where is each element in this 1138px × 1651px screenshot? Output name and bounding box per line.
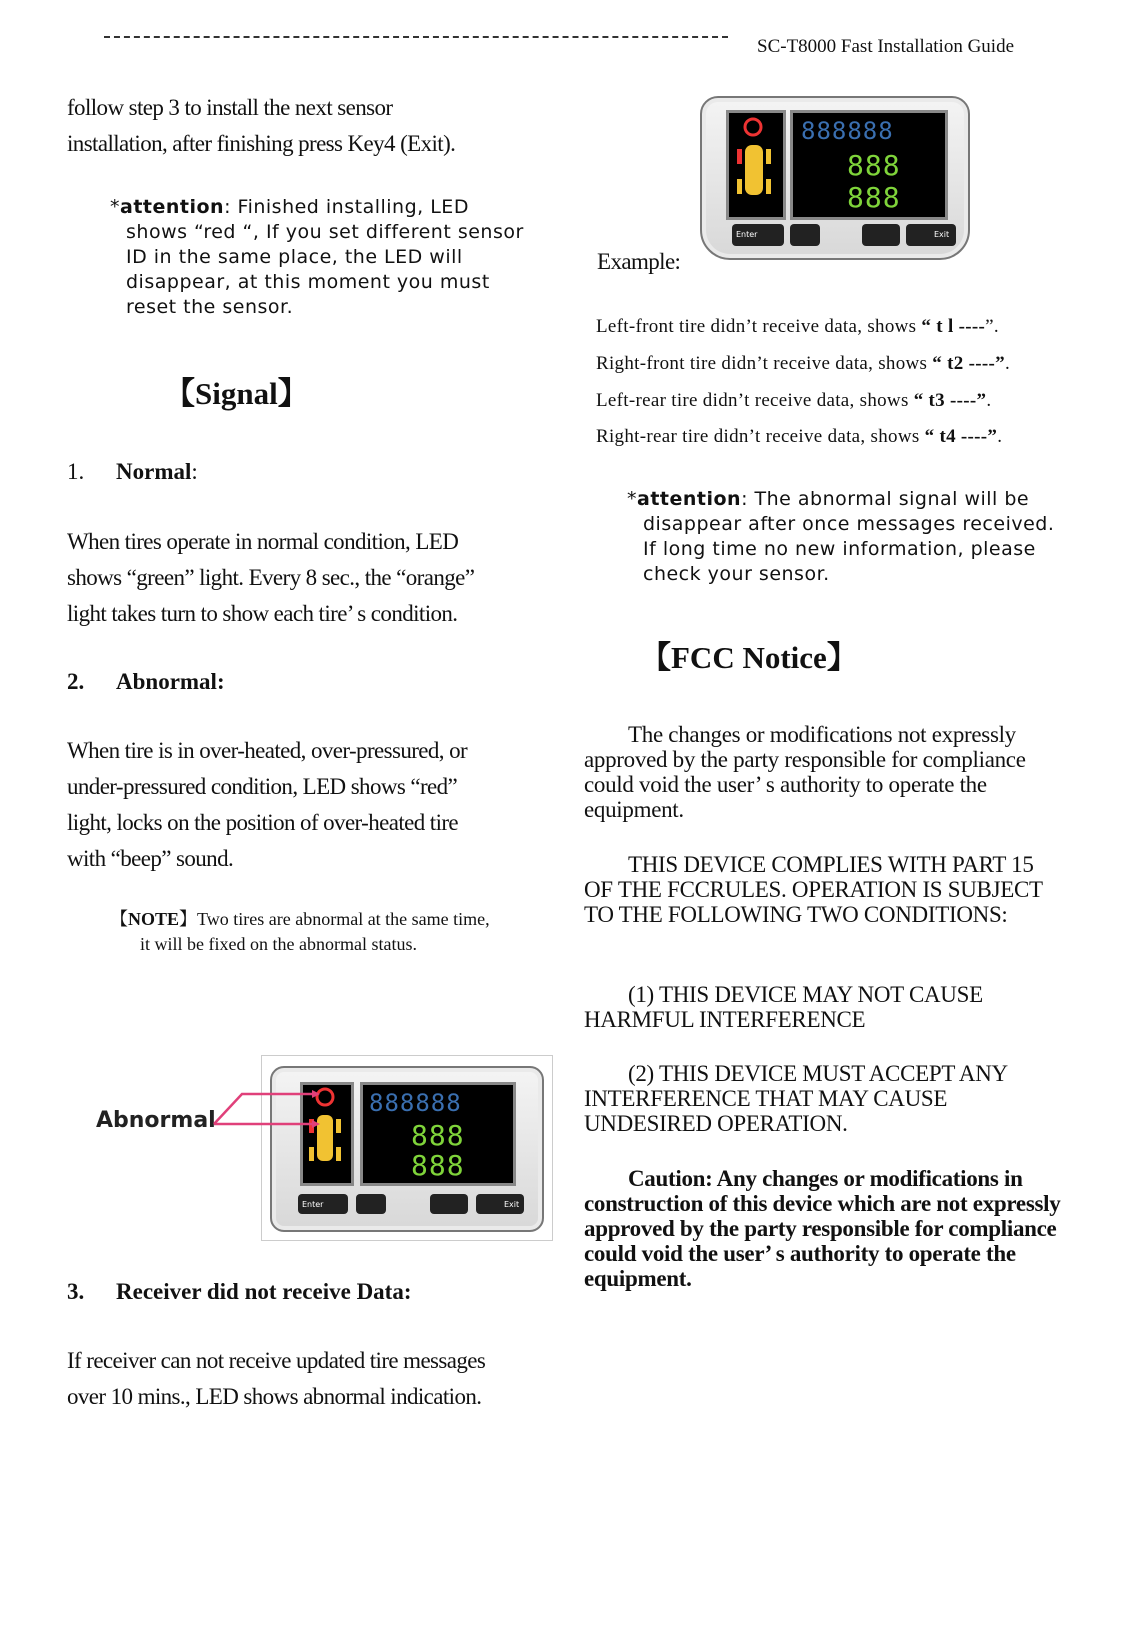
abnormal-device-figure — [261, 1055, 553, 1241]
lcd-display — [790, 110, 948, 220]
note-line-1: Two tires are abnormal at the same time, — [197, 909, 490, 929]
item-1-heading — [67, 459, 198, 485]
lcd-display — [360, 1082, 516, 1186]
intro-text — [67, 90, 455, 162]
attention2-line-1: : The abnormal signal will be — [741, 488, 1030, 510]
down-button[interactable] — [430, 1194, 468, 1214]
car-panel — [726, 110, 786, 220]
example-line-4-end: . — [997, 426, 1003, 447]
nodata-text — [67, 1343, 485, 1415]
enter-button[interactable] — [732, 224, 784, 246]
normal-text — [67, 524, 474, 632]
example-device-figure — [700, 96, 970, 260]
exit-button-label: Exit — [934, 230, 950, 239]
abnormal-line-3: light, locks on the position of over-heated tire — [67, 810, 459, 835]
item-3-title: Receiver did not receive Data: — [116, 1279, 412, 1304]
normal-line-3: light takes turn to show each tire’ s condition. — [67, 601, 458, 626]
item-2-heading — [67, 669, 225, 695]
enter-button-label: Enter — [302, 1200, 324, 1209]
header-title: SC-T8000 Fast Installation Guide — [757, 36, 1015, 57]
fcc-heading-text: FCC Notice — [671, 640, 827, 675]
attention-line-1: : Finished installing, LED — [224, 196, 469, 218]
item-1-suffix: : — [191, 459, 198, 484]
lcd-top-digits: 888888 — [369, 1089, 462, 1117]
abnormal-label: Abnormal — [96, 1108, 216, 1133]
nodata-line-1: If receiver can not receive updated tire messages — [67, 1348, 486, 1373]
fcc-paragraph-4: (2) THIS DEVICE MUST ACCEPT ANY INTERFERENCE THAT MAY CAUSE UNDESIRED OPERATION. — [584, 1061, 1007, 1136]
abnormal-text — [67, 733, 467, 877]
note-label: NOTE — [128, 909, 180, 929]
example-line-1-end: ”. — [985, 316, 999, 337]
fcc-paragraph-2: THIS DEVICE COMPLIES WITH PART 15 OF THE FCCRULES. OPERATION IS SUBJECT TO THE FOLLOWING TWO CONDITIONS: — [584, 852, 1043, 927]
bracket-open: 【 — [110, 909, 128, 929]
example-line-2-text: Right-front tire didn’t receive data, shows — [596, 353, 933, 374]
lcd-mid-digits: 888 — [847, 149, 901, 182]
attention-label: attention — [637, 488, 742, 510]
nodata-line-2: over 10 mins., LED shows abnormal indication. — [67, 1384, 482, 1409]
example-line-3 — [596, 390, 991, 412]
attention2-line-3: If long time no new information, please — [643, 538, 1036, 560]
bracket-close: 】 — [277, 376, 309, 411]
asterisk: * — [110, 196, 120, 218]
exit-button[interactable] — [906, 224, 956, 246]
bracket-close: 】 — [179, 909, 198, 929]
abnormal-line-4: with “beep” sound. — [67, 846, 234, 871]
example-line-2 — [596, 353, 1010, 375]
example-line-4-code: “ t4 ----” — [924, 426, 998, 447]
example-line-1 — [596, 316, 999, 338]
example-line-4-text: Right-rear tire didn’t receive data, shows — [596, 426, 925, 447]
attention-line-4: disappear, at this moment you must — [126, 271, 490, 293]
bracket-open: 【 — [640, 640, 671, 675]
example-line-2-end: . — [1004, 353, 1010, 374]
attention2-line-2: disappear after once messages received. — [643, 513, 1055, 535]
example-line-3-text: Left-rear tire didn’t receive data, shows — [596, 390, 914, 411]
exit-button-label: Exit — [504, 1200, 520, 1209]
item-2-title: Abnormal: — [116, 669, 225, 694]
abnormal-line-2: under-pressured condition, LED shows “red” — [67, 774, 458, 799]
item-1-number: 1. — [67, 459, 85, 484]
intro-line-1: follow step 3 to install the next sensor — [67, 95, 393, 120]
attention-note-1 — [110, 195, 560, 320]
car-icon — [729, 113, 783, 217]
device-body — [700, 96, 970, 260]
lcd-bottom-digits: 888 — [847, 181, 901, 214]
fcc-paragraph-3: (1) THIS DEVICE MAY NOT CAUSE HARMFUL INTERFERENCE — [584, 982, 983, 1032]
fcc-heading — [640, 632, 858, 677]
normal-line-2: shows “green” light. Every 8 sec., the “orange” — [67, 565, 475, 590]
item-3-number: 3. — [67, 1279, 85, 1304]
attention2-line-4: check your sensor. — [643, 563, 830, 585]
up-button[interactable] — [356, 1194, 386, 1214]
up-button[interactable] — [790, 224, 820, 246]
signal-heading — [164, 368, 309, 413]
example-label: Example: — [597, 249, 681, 274]
note-text — [110, 907, 560, 957]
example-line-1-code: “ t l ---- — [921, 316, 986, 337]
abnormal-line-1: When tire is in over-heated, over-pressured, or — [67, 738, 468, 763]
attention-line-3: ID in the same place, the LED will — [126, 246, 463, 268]
example-line-3-code: “ t3 ----” — [913, 390, 987, 411]
attention-line-5: reset the sensor. — [126, 296, 294, 318]
exit-button[interactable] — [476, 1194, 524, 1214]
intro-line-2: installation, after finishing press Key4 (Exit). — [67, 131, 456, 156]
item-2-number: 2. — [67, 669, 85, 694]
example-line-2-code: “ t2 ----” — [932, 353, 1005, 374]
enter-button[interactable] — [298, 1194, 348, 1214]
abnormal-pointer-arrows — [212, 1090, 322, 1130]
enter-button-label: Enter — [736, 230, 758, 239]
header-dashed-rule — [104, 36, 728, 38]
item-1-title: Normal — [116, 459, 192, 484]
example-line-1-text: Left-front tire didn’t receive data, shows — [596, 316, 922, 337]
example-line-4 — [596, 426, 1002, 448]
fcc-paragraph-1: The changes or modifications not expressly approved by the party responsible for compliance could void the user’ s authority to operate the equipment. — [584, 722, 1026, 822]
down-button[interactable] — [862, 224, 900, 246]
attention-line-2: shows “red “, If you set different sensor — [126, 221, 524, 243]
note-line-2: it will be fixed on the abnormal status. — [140, 934, 417, 954]
example-line-3-end: . — [986, 390, 992, 411]
attention-note-2 — [627, 487, 1087, 587]
asterisk: * — [627, 488, 637, 510]
bracket-open: 【 — [164, 376, 195, 411]
attention-label: attention — [120, 196, 225, 218]
normal-line-1: When tires operate in normal condition, LED — [67, 529, 459, 554]
signal-heading-text: Signal — [195, 376, 278, 411]
lcd-mid-digits: 888 — [411, 1119, 465, 1152]
fcc-caution: Caution: Any changes or modifications in construction of this device which are not expressly approved by the party responsible for compliance could void the user’ s authority to operate the equipment. — [584, 1166, 1061, 1291]
bracket-close: 】 — [826, 640, 858, 675]
lcd-top-digits: 888888 — [801, 117, 894, 145]
item-3-heading — [67, 1279, 412, 1305]
lcd-bottom-digits: 888 — [411, 1149, 465, 1182]
